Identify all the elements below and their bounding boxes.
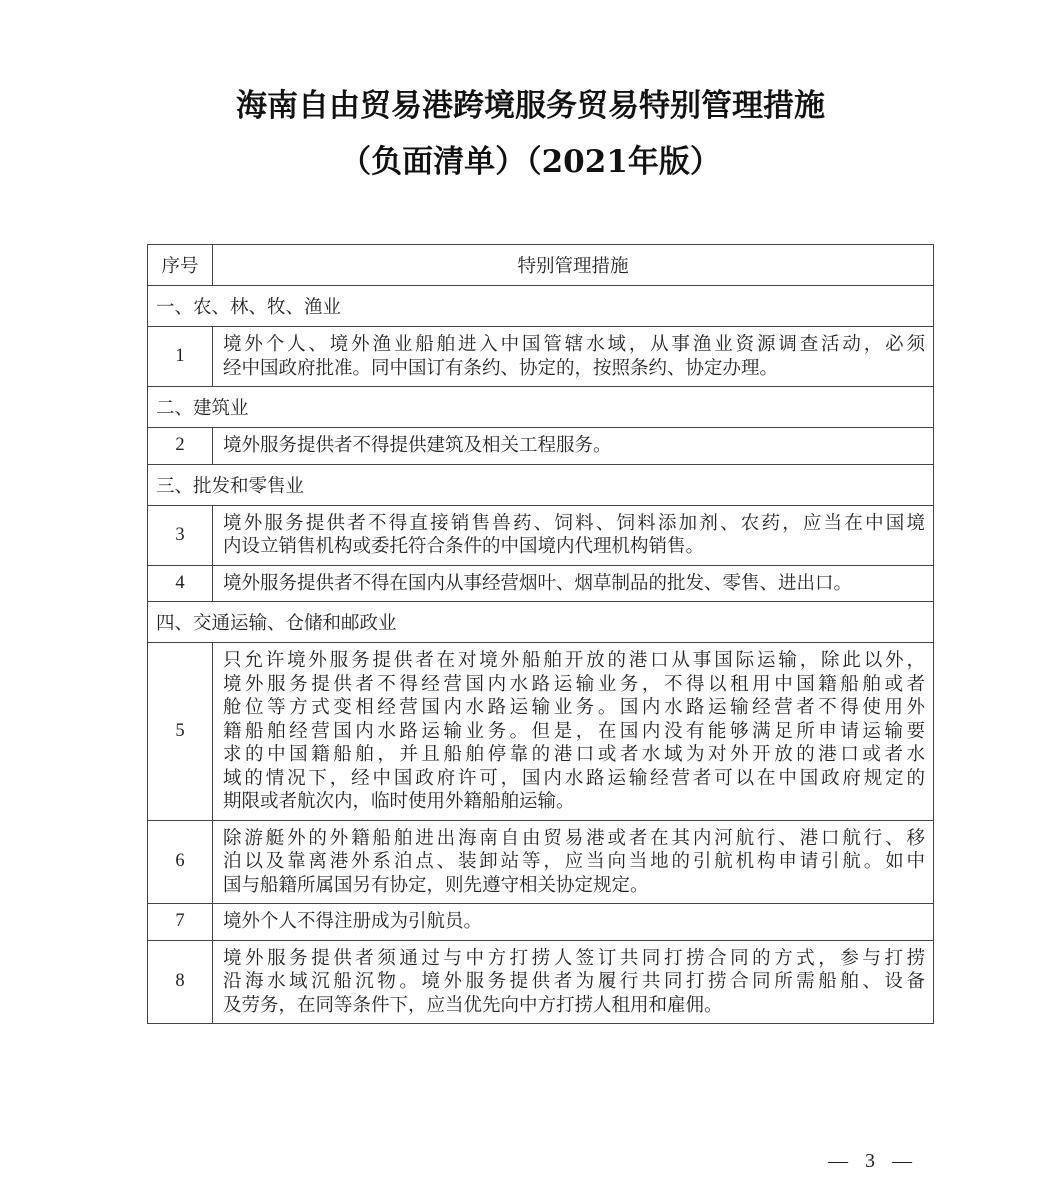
- header-measures: 特别管理措施: [213, 245, 934, 286]
- row-number: 8: [148, 940, 213, 1024]
- row-number: 1: [148, 327, 213, 387]
- table-row: [148, 940, 934, 1024]
- measure-line: 内设立销售机构或委托符合条件的中国境内代理机构销售。: [223, 536, 705, 557]
- row-number: 2: [148, 428, 213, 465]
- page-number: — 3 —: [828, 1150, 918, 1172]
- measure-line: 域的情况下，经中国政府许可，国内水路运输经营者可以在中国政府规定的: [223, 767, 925, 789]
- row-number: 3: [148, 505, 213, 565]
- section-row: [148, 286, 934, 327]
- table-header-row: [148, 245, 934, 286]
- measure-line: 及劳务，在同等条件下，应当优先向中方打捞人租用和雇佣。: [223, 994, 723, 1016]
- measure-line: 境外个人、境外渔业船舶进入中国管辖水域，从事渔业资源调查活动，必须: [223, 334, 925, 355]
- measure-text: [213, 904, 934, 941]
- row-number: 4: [148, 565, 213, 602]
- measure-line: 境外服务提供者不得经营国内水路运输业务，不得以租用中国籍船舶或者: [223, 673, 925, 695]
- measure-line: 境外服务提供者须通过与中方打捞人签订共同打捞合同的方式，参与打捞: [223, 947, 925, 969]
- measure-line: 沿海水域沉船沉物。境外服务提供者为履行共同打捞合同所需船舶、设备: [223, 971, 925, 992]
- section-heading: 三、批发和零售业: [148, 464, 934, 505]
- measure-line: 国与船籍所属国另有协定，则先遵守相关协定规定。: [223, 874, 649, 896]
- measure-line: 境外服务提供者不得提供建筑及相关工程服务。: [223, 435, 612, 456]
- measure-line: 经中国政府批准。同中国订有条约、协定的，按照条约、协定办理。: [223, 357, 779, 379]
- measure-text: [213, 428, 934, 465]
- measure-line: 籍船舶经营国内水路运输业务。但是，在国内没有能够满足所申请运输要: [223, 720, 925, 742]
- measure-text: [213, 643, 934, 821]
- table-row: [148, 428, 934, 465]
- measure-line: 境外个人不得注册成为引航员。: [223, 911, 483, 932]
- document-subtitle: （负面清单）（2021年版）: [340, 144, 721, 180]
- row-number: 6: [148, 820, 213, 904]
- measure-text: [213, 327, 934, 387]
- measure-line: 泊以及靠离港外系泊点、装卸站等，应当向当地的引航机构申请引航。如中: [223, 851, 925, 872]
- measure-line: 境外服务提供者不得在国内从事经营烟叶、烟草制品的批发、零售、进出口。: [223, 572, 853, 594]
- measure-line: 除游艇外的外籍船舶进出海南自由贸易港或者在其内河航行、港口航行、移: [223, 827, 925, 849]
- header-serial-number: 序号: [148, 245, 213, 286]
- measure-text: [213, 505, 934, 565]
- measure-line: 只允许境外服务提供者在对境外船舶开放的港口从事国际运输，除此以外，: [223, 650, 925, 671]
- measure-text: [213, 820, 934, 904]
- section-heading: 一、农、林、牧、渔业: [148, 286, 934, 327]
- table-row: [148, 505, 934, 565]
- table-row: [148, 327, 934, 387]
- document-title: 海南自由贸易港跨境服务贸易特别管理措施: [236, 88, 825, 124]
- section-row: [148, 464, 934, 505]
- row-number: 7: [148, 904, 213, 941]
- measure-text: [213, 565, 934, 602]
- measure-line: 境外服务提供者不得直接销售兽药、饲料、饲料添加剂、农药，应当在中国境: [223, 512, 925, 534]
- section-row: [148, 602, 934, 643]
- row-number: 5: [148, 643, 213, 821]
- measures-table: [147, 244, 934, 1024]
- measure-line: 舱位等方式变相经营国内水路运输业务。国内水路运输经营者不得使用外: [223, 697, 925, 718]
- table-row: [148, 565, 934, 602]
- section-heading: 四、交通运输、仓储和邮政业: [148, 602, 934, 643]
- measure-line: 期限或者航次内，临时使用外籍船舶运输。: [223, 791, 575, 812]
- measure-text: [213, 940, 934, 1024]
- section-row: [148, 387, 934, 428]
- section-heading: 二、建筑业: [148, 387, 934, 428]
- table-row: [148, 904, 934, 941]
- table-row: [148, 820, 934, 904]
- measure-line: 求的中国籍船舶，并且船舶停靠的港口或者水域为对外开放的港口或者水: [223, 744, 925, 765]
- table-row: [148, 643, 934, 821]
